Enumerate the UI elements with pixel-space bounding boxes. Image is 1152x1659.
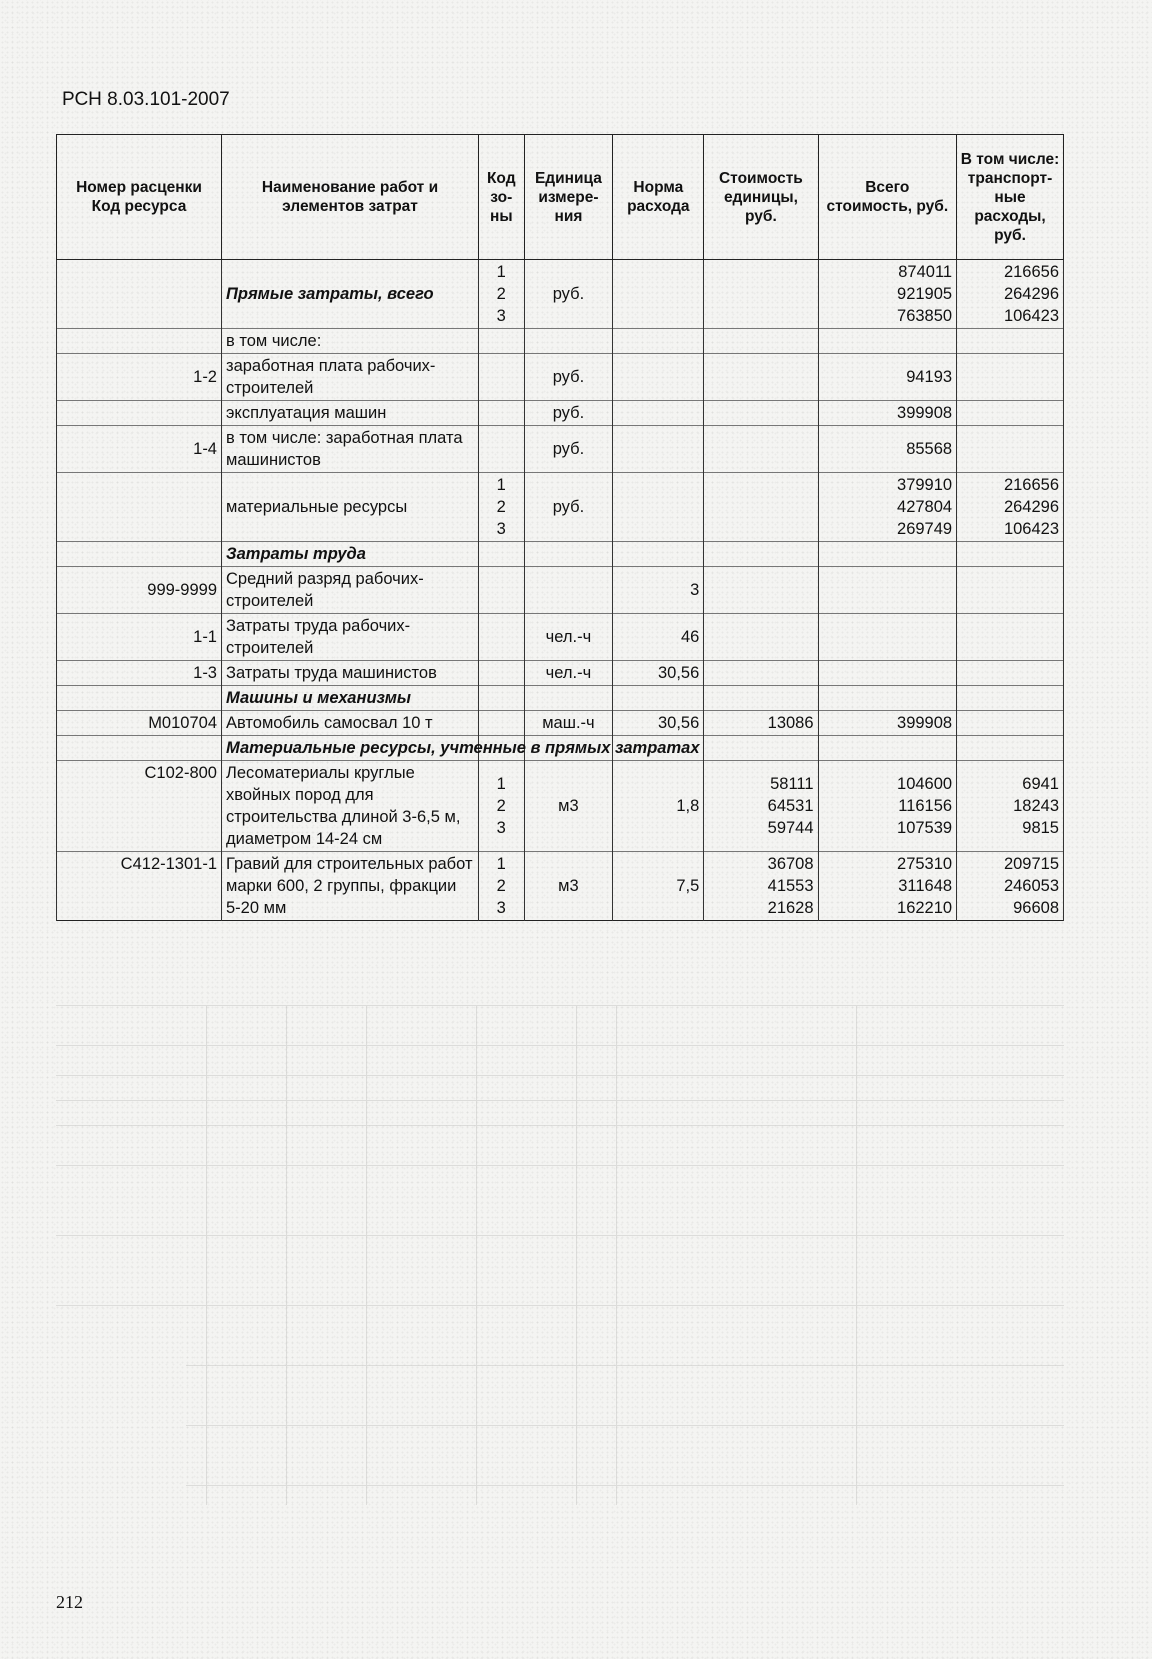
table-row-labor-workers — [57, 614, 1064, 661]
document-code: РСН 8.03.101-2007 — [62, 89, 230, 110]
row-code: 1-2 — [57, 354, 222, 401]
table-row-including — [57, 329, 1064, 354]
transport-cost: 106423 — [1003, 520, 1059, 538]
total-cost: 311648 — [898, 877, 953, 895]
zone-code: 2 — [496, 498, 506, 516]
zone-code: 2 — [496, 285, 506, 303]
row-code: 999-9999 — [57, 567, 222, 614]
row-name: материальные ресурсы — [222, 473, 479, 542]
row-unit: чел.-ч — [524, 661, 613, 686]
row-norm: 7,5 — [613, 852, 704, 921]
zone-code: 3 — [496, 307, 506, 325]
table-row-materials — [57, 473, 1064, 542]
total-cost: 107539 — [897, 819, 953, 837]
reverse-side-bleed-through — [56, 1005, 1064, 1505]
table-header-row — [57, 135, 1064, 260]
row-unit: руб. — [524, 401, 613, 426]
row-name: Прямые затраты, всего — [222, 260, 479, 329]
transport-cost: 264296 — [1003, 285, 1059, 303]
unit-cost: 59744 — [767, 819, 814, 837]
row-unit: м3 — [524, 761, 613, 852]
row-name: в том числе: — [222, 329, 479, 354]
header-transport: В том числе: транспорт-ные расходы, руб. — [957, 135, 1064, 260]
row-unit: м3 — [524, 852, 613, 921]
page-number: 212 — [56, 1592, 83, 1612]
row-name: эксплуатация машин — [222, 401, 479, 426]
row-name: Лесоматериалы круглые хвойных пород для строительства длиной 3-6,5 м, диаметром 14-24 см — [222, 761, 479, 852]
row-name: Средний разряд рабочих-строителей — [222, 567, 479, 614]
section-title: Материальные ресурсы, учтенные в прямых затратах — [222, 736, 479, 761]
total-cost: 116156 — [898, 797, 953, 815]
table-row-labor-section — [57, 542, 1064, 567]
row-code: 1-3 — [57, 661, 222, 686]
header-zone: Код зо-ны — [479, 135, 524, 260]
header-code: Номер расценки Код ресурса — [57, 135, 222, 260]
total-cost: 427804 — [897, 498, 953, 516]
row-name: Затраты труда машинистов — [222, 661, 479, 686]
section-title: Затраты труда — [222, 542, 479, 567]
total-cost: 85568 — [818, 426, 957, 473]
zone-code: 2 — [496, 877, 506, 895]
row-code: М010704 — [57, 711, 222, 736]
total-cost: 874011 — [898, 263, 953, 281]
row-name: в том числе: заработная плата машинистов — [222, 426, 479, 473]
zone-code: 3 — [496, 819, 506, 837]
row-unit: маш.-ч — [524, 711, 613, 736]
zone-code: 1 — [496, 775, 506, 793]
unit-cost: 41553 — [767, 877, 814, 895]
total-cost: 763850 — [897, 307, 953, 325]
header-total: Всего стоимость, руб. — [818, 135, 957, 260]
row-unit: руб. — [524, 473, 613, 542]
unit-cost: 64531 — [767, 797, 814, 815]
header-norm: Норма расхода — [613, 135, 704, 260]
table-row-machine-operation — [57, 401, 1064, 426]
row-unit: руб. — [524, 260, 613, 329]
zone-code: 1 — [496, 855, 506, 873]
unit-cost: 36708 — [767, 855, 814, 873]
zone-code: 3 — [496, 899, 506, 917]
transport-cost: 9815 — [1022, 819, 1059, 837]
row-code: С412-1301-1 — [57, 852, 222, 921]
table-row-driver-wages — [57, 426, 1064, 473]
total-cost: 921905 — [897, 285, 953, 303]
row-norm: 30,56 — [613, 711, 704, 736]
header-unit-cost: Стоимость единицы, руб. — [704, 135, 818, 260]
row-norm: 1,8 — [613, 761, 704, 852]
transport-cost: 6941 — [1022, 775, 1059, 793]
row-name: Затраты труда рабочих-строителей — [222, 614, 479, 661]
row-unit: руб. — [524, 426, 613, 473]
unit-cost: 21628 — [767, 899, 814, 917]
table-row-labor-drivers — [57, 661, 1064, 686]
row-name: Автомобиль самосвал 10 т — [222, 711, 479, 736]
total-cost: 379910 — [897, 476, 953, 494]
total-cost: 104600 — [897, 775, 953, 793]
table-row-wages — [57, 354, 1064, 401]
section-title: Машины и механизмы — [222, 686, 479, 711]
row-norm: 46 — [613, 614, 704, 661]
table-row-average-grade — [57, 567, 1064, 614]
header-name: Наименование работ и элементов затрат — [222, 135, 479, 260]
row-norm: 30,56 — [613, 661, 704, 686]
total-cost: 269749 — [897, 520, 953, 538]
transport-cost: 216656 — [1003, 476, 1059, 494]
zone-code: 1 — [496, 476, 506, 494]
row-name: Гравий для строительных работ марки 600, 2 группы, фракции 5-20 мм — [222, 852, 479, 921]
row-code: 1-4 — [57, 426, 222, 473]
total-cost: 275310 — [897, 855, 953, 873]
total-cost: 162210 — [897, 899, 953, 917]
transport-cost: 246053 — [1003, 877, 1059, 895]
transport-cost: 209715 — [1003, 855, 1059, 873]
transport-cost: 96608 — [1013, 899, 1059, 917]
unit-cost: 13086 — [704, 711, 818, 736]
row-code: 1-1 — [57, 614, 222, 661]
row-code: С102-800 — [57, 761, 222, 852]
total-cost: 94193 — [818, 354, 957, 401]
table-row-gravel — [57, 852, 1064, 921]
table-row-timber — [57, 761, 1064, 852]
transport-cost: 264296 — [1003, 498, 1059, 516]
table-row-materials-section — [57, 736, 1064, 761]
row-unit: руб. — [524, 354, 613, 401]
zone-code: 3 — [496, 520, 506, 538]
row-name: заработная плата рабочих-строителей — [222, 354, 479, 401]
zone-code: 1 — [496, 263, 506, 281]
unit-cost: 58111 — [770, 775, 814, 793]
table-row-machines-section — [57, 686, 1064, 711]
table-row-direct-costs — [57, 260, 1064, 329]
row-norm: 3 — [613, 567, 704, 614]
transport-cost: 18243 — [1013, 797, 1059, 815]
total-cost: 399908 — [818, 401, 957, 426]
cost-norms-table — [56, 134, 1064, 921]
transport-cost: 106423 — [1003, 307, 1059, 325]
transport-cost: 216656 — [1003, 263, 1059, 281]
row-unit: чел.-ч — [524, 614, 613, 661]
table-row-dump-truck — [57, 711, 1064, 736]
zone-code: 2 — [496, 797, 506, 815]
total-cost: 399908 — [818, 711, 957, 736]
header-unit: Единица измере-ния — [524, 135, 613, 260]
